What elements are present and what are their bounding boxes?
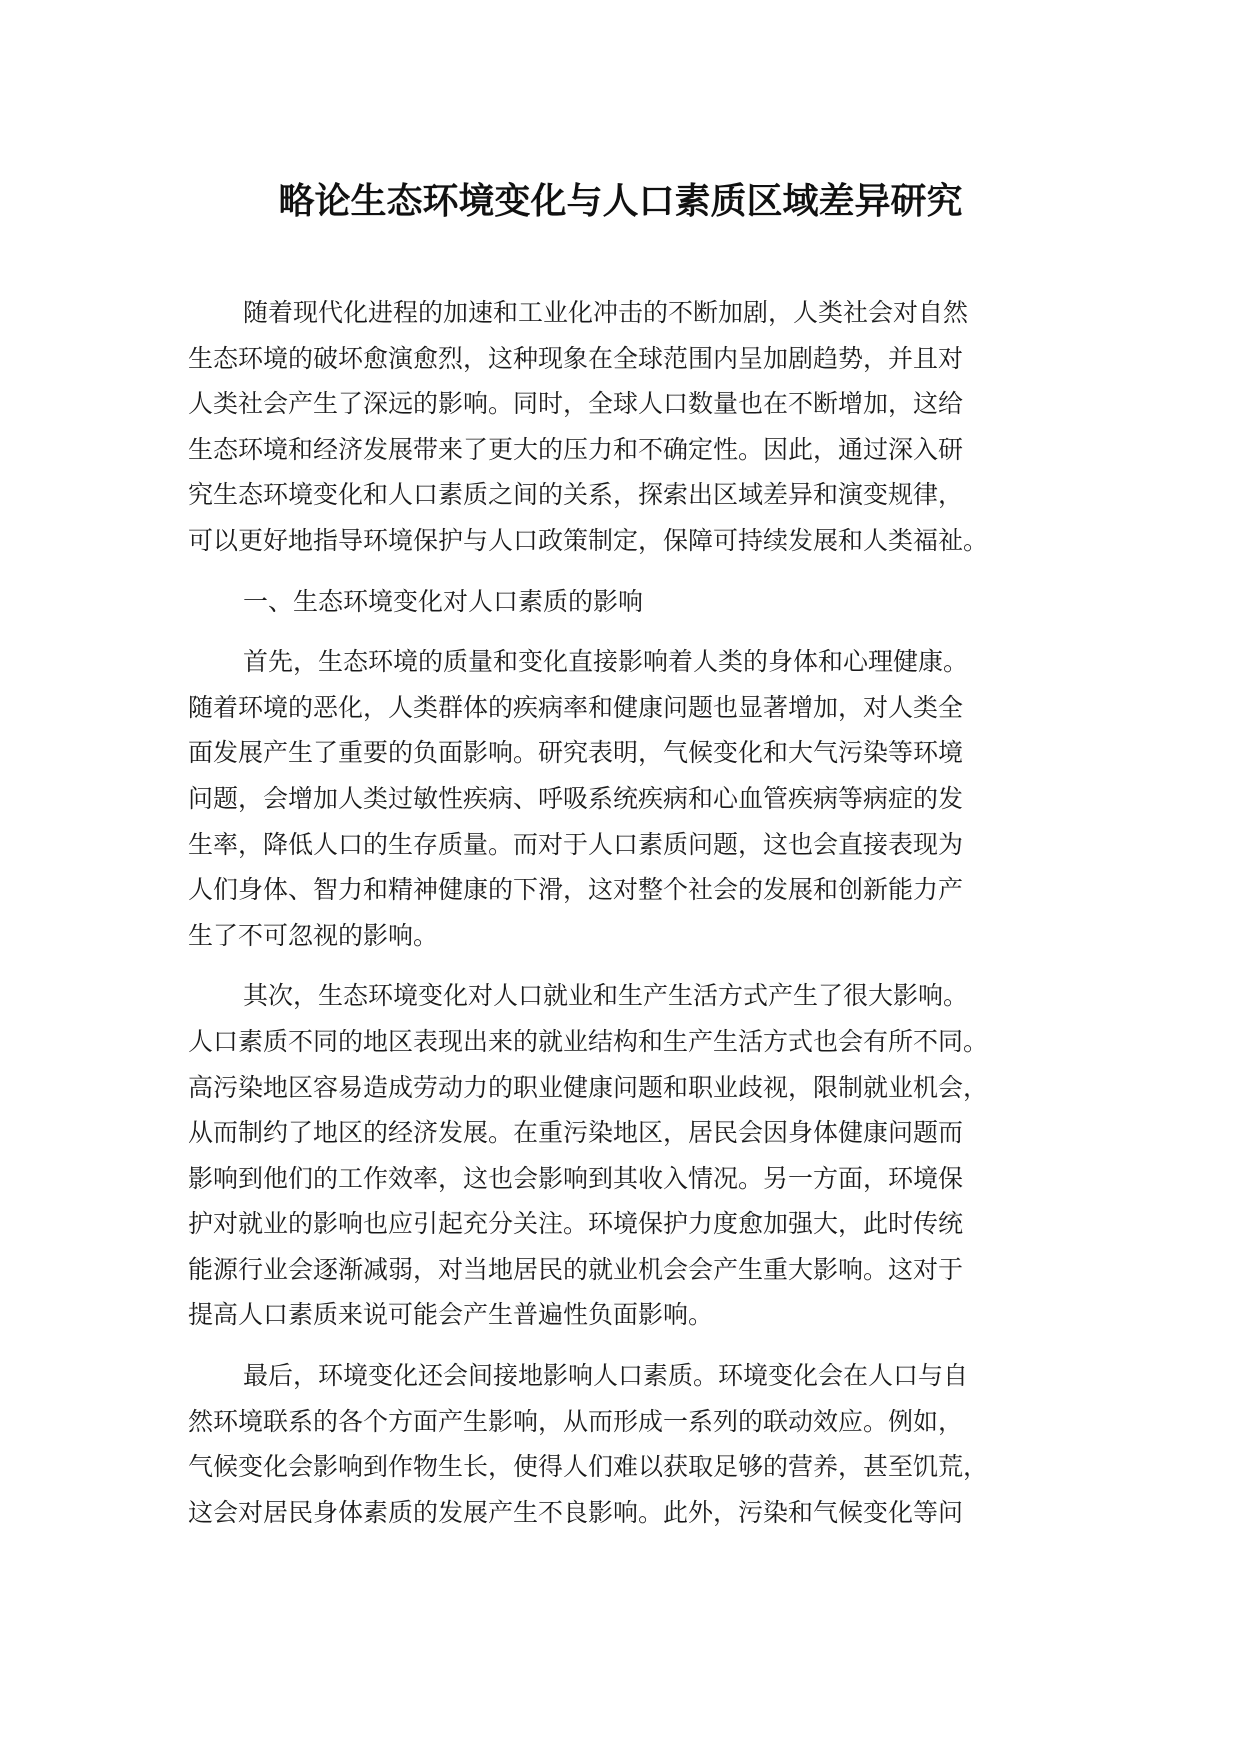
text-line: 这会对居民身体素质的发展产生不良影响。此外，污染和气候变化等问 [188,1497,964,1527]
text-line: 随着环境的恶化，人类群体的疾病率和健康问题也显著增加，对人类全 [188,692,964,722]
text-line: 其次，生态环境变化对人口就业和生产生活方式产生了很大影响。 [243,981,969,1011]
text-line: 生态环境的破坏愈演愈烈，这种现象在全球范围内呈加剧趋势，并且对 [188,343,964,373]
paragraph-third [188,1353,1088,1535]
text-line: 人口素质不同的地区表现出来的就业结构和生产生活方式也会有所不同。 [188,1026,989,1056]
text-line: 最后，环境变化还会间接地影响人口素质。环境变化会在人口与自 [243,1361,969,1391]
text-line: 面发展产生了重要的负面影响。研究表明，气候变化和大气污染等环境 [188,738,964,768]
text-line: 高污染地区容易造成劳动力的职业健康问题和职业歧视，限制就业机会， [188,1072,989,1102]
section-heading [188,579,1088,625]
section-heading-text: 一、生态环境变化对人口素质的影响 [243,586,644,616]
text-line: 影响到他们的工作效率，这也会影响到其收入情况。另一方面，环境保 [188,1163,964,1193]
text-line: 气候变化会影响到作物生长，使得人们难以获取足够的营养，甚至饥荒， [188,1452,989,1482]
document-title: 略论生态环境变化与人口素质区域差异研究 [278,181,963,222]
text-line: 问题，会增加人类过敏性疾病、呼吸系统疾病和心血管疾病等病症的发 [188,783,964,813]
text-line: 生率，降低人口的生存质量。而对于人口素质问题，这也会直接表现为 [188,829,964,859]
text-line: 生态环境和经济发展带来了更大的压力和不确定性。因此，通过深入研 [188,434,964,464]
text-line: 护对就业的影响也应引起充分关注。环境保护力度愈加强大，此时传统 [188,1209,964,1239]
text-line: 然环境联系的各个方面产生影响，从而形成一系列的联动效应。例如， [188,1406,964,1436]
text-line: 从而制约了地区的经济发展。在重污染地区，居民会因身体健康问题而 [188,1118,964,1148]
text-line: 提高人口素质来说可能会产生普遍性负面影响。 [188,1300,714,1330]
paragraph-first [188,639,1088,958]
paragraph-intro [188,290,1088,564]
text-line: 生了不可忽视的影响。 [188,920,439,950]
text-line: 究生态环境变化和人口素质之间的关系，探索出区域差异和演变规律， [188,480,964,510]
text-line: 人们身体、智力和精神健康的下滑，这对整个社会的发展和创新能力产 [188,875,964,905]
text-line: 人类社会产生了深远的影响。同时，全球人口数量也在不断增加，这给 [188,389,964,419]
text-line: 随着现代化进程的加速和工业化冲击的不断加剧，人类社会对自然 [243,298,969,327]
document-body [188,290,1088,1550]
paragraph-second [188,973,1088,1338]
text-line: 可以更好地指导环境保护与人口政策制定，保障可持续发展和人类福祉。 [188,525,989,555]
text-line: 首先，生态环境的质量和变化直接影响着人类的身体和心理健康。 [243,647,969,677]
text-line: 能源行业会逐渐减弱，对当地居民的就业机会会产生重大影响。这对于 [188,1254,964,1284]
